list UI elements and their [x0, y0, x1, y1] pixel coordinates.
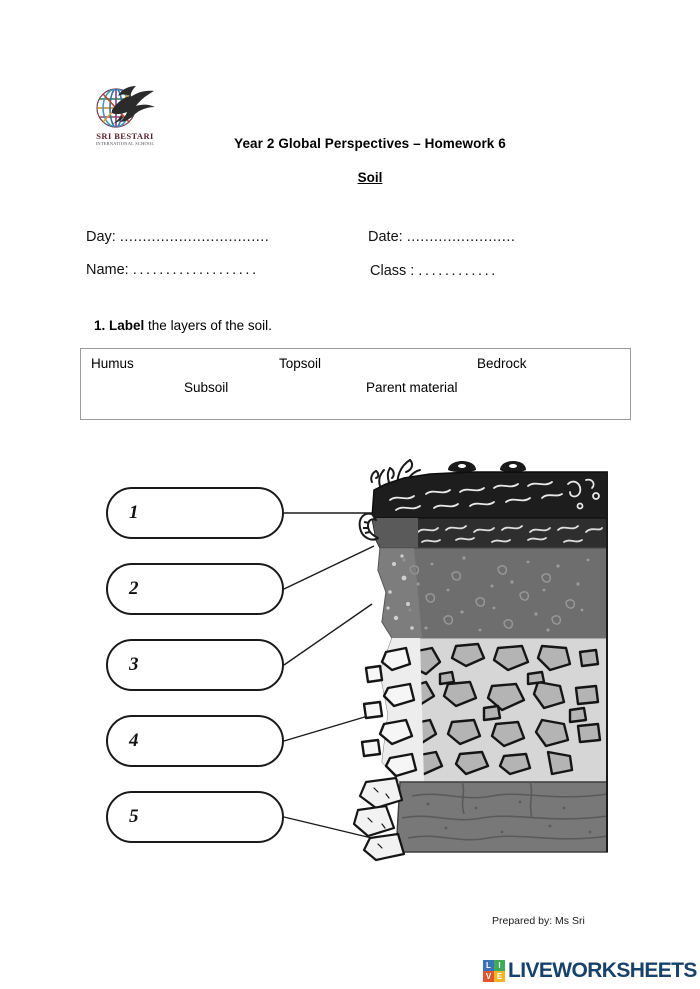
liveworksheets-wordmark: LIVEWORKSHEETS [508, 959, 697, 982]
answer-box-4-number: 4 [129, 730, 139, 751]
soil-layer-subsoil-rocky [362, 638, 608, 782]
field-day [86, 229, 269, 245]
question-number: 1. [94, 318, 106, 333]
question-bold-word: Label [109, 318, 145, 333]
answer-box-4[interactable] [106, 715, 284, 767]
answer-box-2-number: 2 [129, 578, 139, 599]
field-date-line[interactable]: ........................ [406, 229, 516, 245]
answer-box-1[interactable] [106, 487, 284, 539]
word-bank-item-topsoil[interactable]: Topsoil [279, 356, 322, 371]
answer-box-5-number: 5 [129, 806, 139, 827]
field-date [368, 229, 515, 245]
field-name [86, 262, 259, 278]
lw-tile-v: V [483, 971, 494, 982]
answer-box-1-number: 1 [129, 502, 139, 523]
liveworksheets-logo [483, 958, 697, 984]
page-subtitle: Soil [357, 170, 383, 185]
answer-box-3[interactable] [106, 639, 284, 691]
eagle-globe-icon [92, 82, 158, 132]
prepared-by-note: Prepared by: Ms Sri [492, 915, 585, 927]
lw-tile-l: L [483, 960, 494, 971]
field-day-label: Day: [86, 229, 116, 245]
answer-box-3-number: 3 [129, 654, 139, 675]
answer-box-2[interactable] [106, 563, 284, 615]
soil-profile-diagram [352, 452, 608, 864]
field-day-line[interactable]: ................................. [119, 229, 270, 245]
answer-box-5[interactable] [106, 791, 284, 843]
lw-tile-i: I [494, 960, 505, 971]
word-bank-item-subsoil[interactable]: Subsoil [184, 380, 229, 395]
field-name-label: Name: [86, 262, 129, 278]
soil-layer-organic [372, 472, 608, 518]
liveworksheets-tiles [483, 960, 505, 982]
soil-layer-humus [372, 518, 608, 548]
field-date-label: Date: [368, 229, 403, 245]
page-title: Year 2 Global Perspectives – Homework 6 [234, 136, 506, 151]
word-bank [80, 348, 631, 420]
question-instruction [94, 318, 272, 333]
word-bank-item-humus[interactable]: Humus [91, 356, 134, 371]
word-bank-item-parent-material[interactable]: Parent material [366, 380, 458, 395]
field-class-line[interactable]: ............ [418, 263, 498, 279]
question-rest: the layers of the soil. [144, 318, 272, 333]
logo-school-name: SRI BESTARI [96, 131, 154, 141]
field-class [370, 263, 498, 279]
logo-school-subtitle: INTERNATIONAL SCHOOL [95, 141, 155, 146]
word-bank-item-bedrock[interactable]: Bedrock [477, 356, 527, 371]
lw-tile-e: E [494, 971, 505, 982]
soil-layer-bedrock [354, 778, 608, 860]
field-name-line[interactable]: ................... [132, 262, 259, 278]
field-class-label: Class : [370, 263, 415, 279]
soil-layer-topsoil [378, 548, 608, 638]
